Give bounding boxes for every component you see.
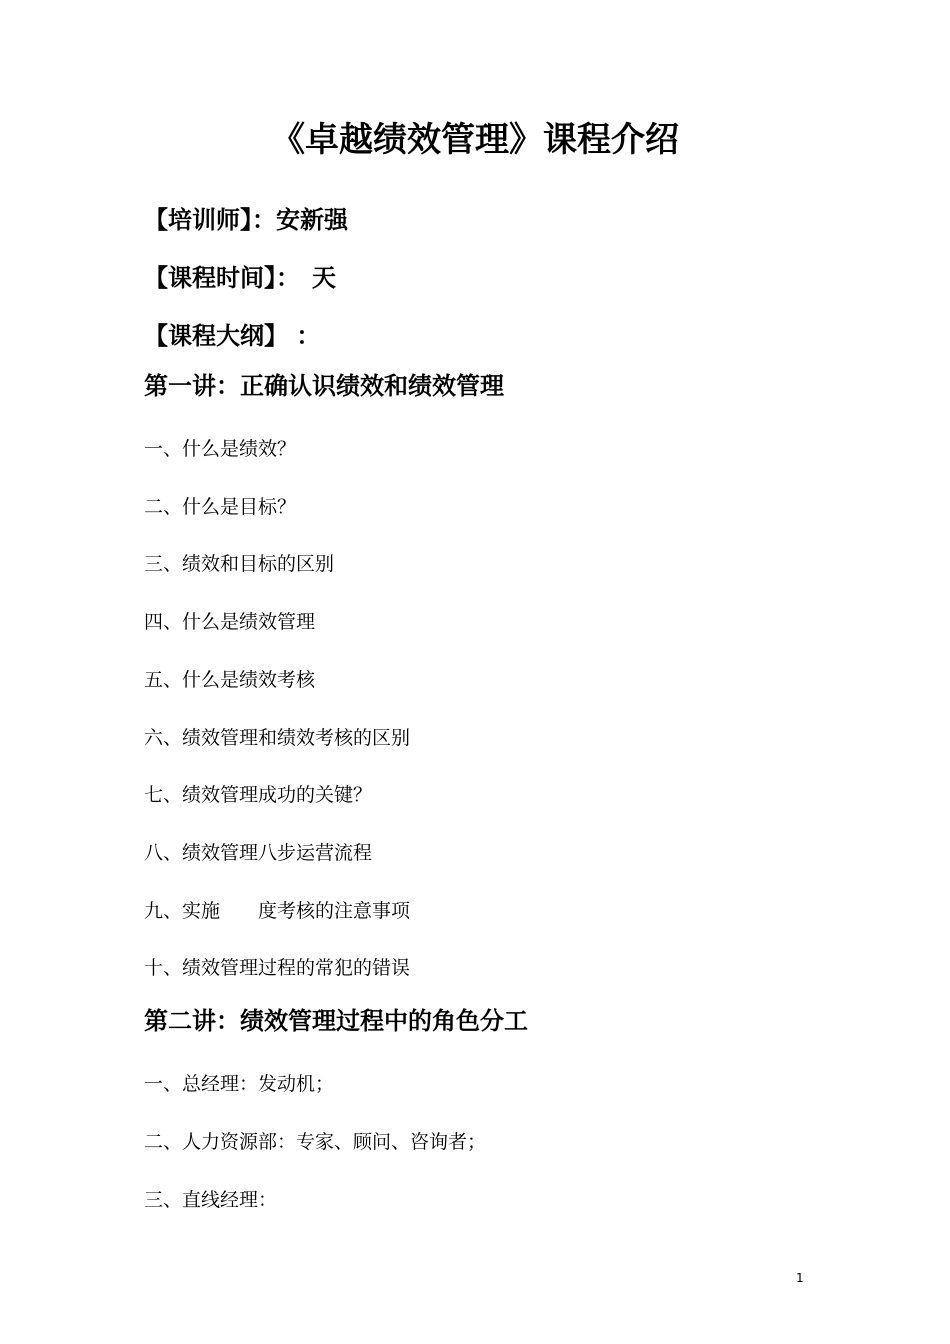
trainer-line: 【培训师】：安新强	[144, 206, 348, 234]
lecture-heading: 第一讲：正确认识绩效和绩效管理	[144, 372, 504, 400]
list-item: 五、什么是绩效考核	[144, 669, 316, 691]
list-item: 二、人力资源部：专家、顾问、咨询者；	[144, 1131, 487, 1153]
list-item: 九、实施 度考核的注意事项	[144, 900, 411, 922]
list-item: 八、绩效管理八步运营流程	[144, 842, 373, 864]
duration-line: 【课程时间】： 天	[144, 264, 336, 292]
list-item: 四、什么是绩效管理	[144, 611, 316, 633]
list-item: 十、绩效管理过程的常犯的错误	[144, 957, 411, 979]
lecture-heading: 第二讲：绩效管理过程中的角色分工	[144, 1007, 528, 1035]
list-item: 三、绩效和目标的区别	[144, 553, 335, 575]
list-item: 三、直线经理：	[144, 1189, 278, 1211]
list-item: 七、绩效管理成功的关键？	[144, 784, 373, 806]
list-item: 一、总经理：发动机；	[144, 1073, 335, 1095]
list-item: 一、什么是绩效？	[144, 438, 297, 460]
page-title: 《卓越绩效管理》课程介绍	[271, 120, 679, 160]
list-item: 六、绩效管理和绩效考核的区别	[144, 727, 411, 749]
list-item: 二、什么是目标？	[144, 496, 297, 518]
page-number: 1	[796, 1271, 804, 1285]
outline-label: 【课程大纲】 ：	[144, 322, 321, 350]
